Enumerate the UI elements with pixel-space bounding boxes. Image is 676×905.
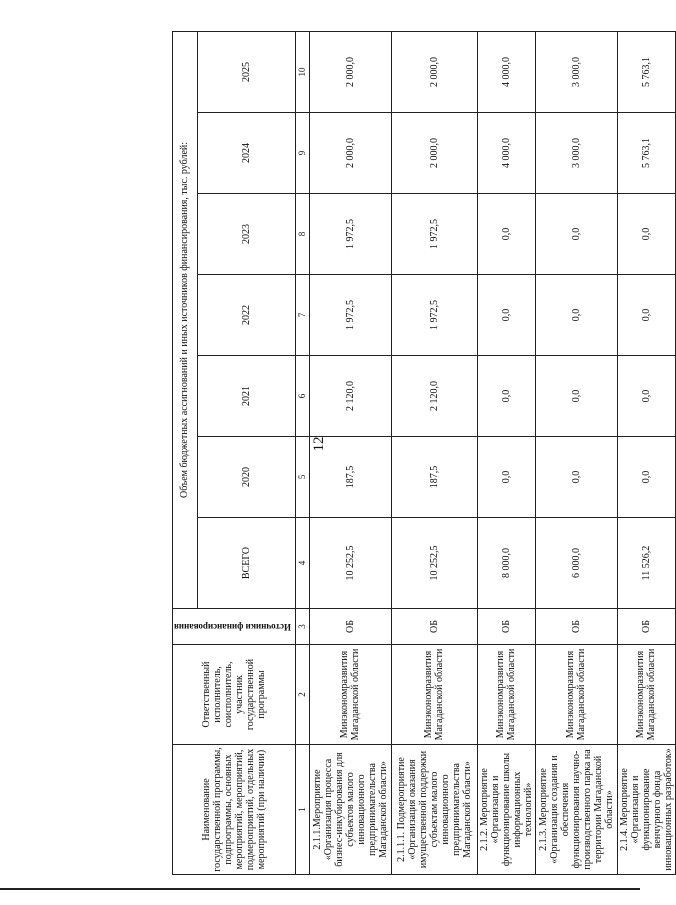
table-row — [391, 31, 477, 874]
column-number: 6 — [295, 356, 309, 437]
row-value-2020: 0,0 — [477, 437, 535, 518]
row-executor: Минэкономразвития Магаданской области — [391, 645, 477, 745]
row-total: 11 526,2 — [617, 518, 675, 609]
row-total: 8 000,0 — [477, 518, 535, 609]
row-executor: Минэкономразвития Магаданской области — [535, 645, 617, 745]
row-total: 10 252,5 — [391, 518, 477, 609]
row-source: ОБ — [617, 609, 675, 645]
header-source — [173, 609, 296, 645]
header-year-2020: 2020 — [197, 437, 295, 518]
column-number: 1 — [295, 745, 309, 875]
header-year-2021: 2021 — [197, 356, 295, 437]
row-value-2021: 2 120,0 — [309, 356, 391, 437]
header-year-2023: 2023 — [197, 194, 295, 275]
column-number: 8 — [295, 194, 309, 275]
row-value-2025: 2 000,0 — [391, 31, 477, 112]
scan-edge-line — [0, 888, 640, 890]
row-total: 10 252,5 — [309, 518, 391, 609]
row-value-2024: 5 763,1 — [617, 113, 675, 194]
row-executor: Минэкономразвития Магаданской области — [617, 645, 675, 745]
row-value-2024: 4 000,0 — [477, 113, 535, 194]
header-funding-group: Объем бюджетных ассигнований и иных источников финансирования, тыс. рублей: — [173, 31, 198, 608]
row-name: 2.1.1.1. Подмероприятие «Организация оказания имущественной поддержки субъектам малого инновационного предпринимательства Магаданской области» — [391, 745, 477, 875]
row-value-2021: 0,0 — [617, 356, 675, 437]
header-year-2025: 2025 — [197, 31, 295, 112]
row-value-2022: 0,0 — [535, 275, 617, 356]
row-value-2025: 5 763,1 — [617, 31, 675, 112]
row-name: 2.1.2. Мероприятие «Организация и функционирование школы информационных технологий» — [477, 745, 535, 875]
row-value-2024: 2 000,0 — [309, 113, 391, 194]
row-value-2025: 2 000,0 — [309, 31, 391, 112]
header-year-2024: 2024 — [197, 113, 295, 194]
header-year-2022: 2022 — [197, 275, 295, 356]
column-number: 4 — [295, 518, 309, 609]
row-executor: Минэкономразвития Магаданской области — [309, 645, 391, 745]
column-number: 10 — [295, 31, 309, 112]
column-number: 5 — [295, 437, 309, 518]
row-value-2022: 1 972,5 — [391, 275, 477, 356]
row-source: ОБ — [535, 609, 617, 645]
row-value-2020: 0,0 — [617, 437, 675, 518]
row-value-2023: 1 972,5 — [391, 194, 477, 275]
header-name: Наименование государственной программы, подпрограммы, основных мероприятий, мероприятий, подмероприятий, отдельных мероприятий (при наличии) — [173, 745, 296, 875]
row-source: ОБ — [477, 609, 535, 645]
row-value-2022: 0,0 — [617, 275, 675, 356]
table-row — [309, 31, 391, 874]
row-value-2020: 187,5 — [309, 437, 391, 518]
page-number: 12 — [311, 436, 327, 452]
row-value-2021: 0,0 — [477, 356, 535, 437]
header-executor: Ответственный исполнитель, соисполнитель, участник государственной программы — [173, 645, 296, 745]
row-value-2023: 0,0 — [477, 194, 535, 275]
row-source: ОБ — [309, 609, 391, 645]
header-source-text: Источники финансирования — [174, 622, 291, 632]
table-row — [477, 31, 535, 874]
row-value-2020: 187,5 — [391, 437, 477, 518]
row-value-2025: 3 000,0 — [535, 31, 617, 112]
row-value-2023: 1 972,5 — [309, 194, 391, 275]
column-number: 7 — [295, 275, 309, 356]
row-value-2020: 0,0 — [535, 437, 617, 518]
column-number: 2 — [295, 645, 309, 745]
column-number: 9 — [295, 113, 309, 194]
row-name: 2.1.4. Мероприятие «Организация и функционирование венчурного фонда инновационных разработок» — [617, 745, 675, 875]
row-value-2022: 1 972,5 — [309, 275, 391, 356]
row-value-2023: 0,0 — [617, 194, 675, 275]
row-source: ОБ — [391, 609, 477, 645]
row-value-2024: 2 000,0 — [391, 113, 477, 194]
table-row — [535, 31, 617, 874]
row-executor: Минэкономразвития Магаданской области — [477, 645, 535, 745]
row-name: 2.1.1.Мероприятие «Организация процесса бизнес-инкубирования для субъектов малого инновационного предпринимательства Магаданской области» — [309, 745, 391, 875]
row-total: 6 000,0 — [535, 518, 617, 609]
header-total: ВСЕГО — [197, 518, 295, 609]
row-value-2021: 0,0 — [535, 356, 617, 437]
column-number-row — [295, 31, 309, 874]
row-value-2021: 2 120,0 — [391, 356, 477, 437]
row-value-2022: 0,0 — [477, 275, 535, 356]
row-name: 2.1.3. Мероприятие «Организация создания и обеспечения функционирования научно-производственного парка на территории Магаданской области» — [535, 745, 617, 875]
funding-table — [172, 31, 676, 875]
row-value-2025: 4 000,0 — [477, 31, 535, 112]
row-value-2024: 3 000,0 — [535, 113, 617, 194]
row-value-2023: 0,0 — [535, 194, 617, 275]
table-row — [617, 31, 675, 874]
column-number: 3 — [295, 609, 309, 645]
